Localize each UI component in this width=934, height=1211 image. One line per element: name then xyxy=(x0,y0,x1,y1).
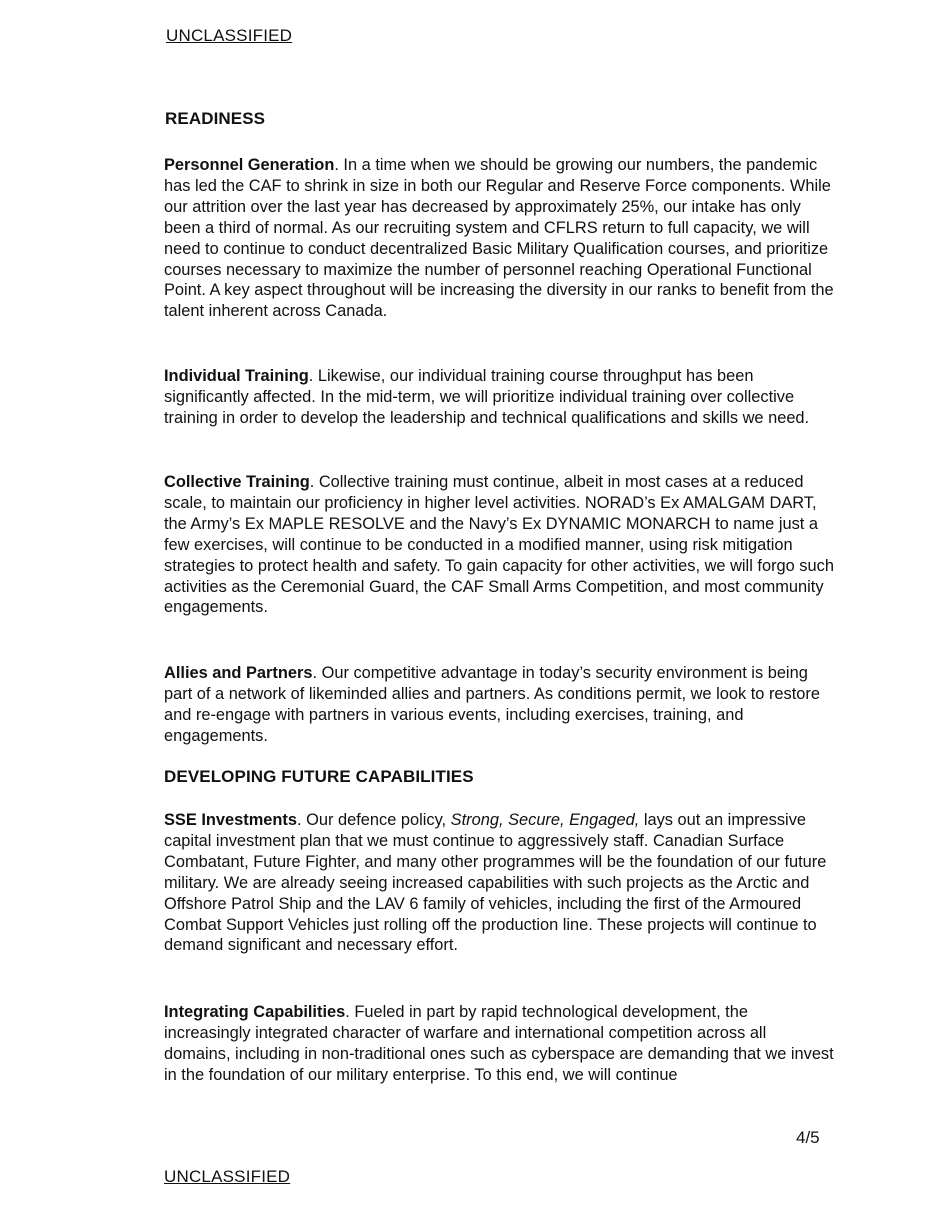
section-heading-readiness: READINESS xyxy=(165,109,266,128)
paragraph-individual-training xyxy=(164,366,836,429)
paragraph-text-sse-investments-before: . Our defence policy, xyxy=(297,811,451,829)
paragraph-lead-individual-training: Individual Training xyxy=(164,367,309,385)
paragraph-lead-allies-partners: Allies and Partners xyxy=(164,664,313,682)
paragraph-text-collective-training: . Collective training must continue, albeit in most cases at a reduced scale, to maintain our proficiency in higher level activities. NORAD’s Ex AMALGAM DART, the Army’s Ex MAPLE RESOLVE and the Navy’s Ex DYNAMIC MONARCH to name just a few exercises, will continue to be conducted in a modified manner, using risk mitigation strategies to protect health and safety. To gain capacity for other activities, we will forgo such activities as the Ceremonial Guard, the CAF Small Arms Competition, and most community engagements. xyxy=(164,473,834,617)
paragraph-text-personnel-generation: . In a time when we should be growing our numbers, the pandemic has led the CAF to shrink in size in both our Regular and Reserve Force components. While our attrition over the last year has decreased by approximately 25%, our intake has only been a third of normal. As our recruiting system and CFLRS return to full capacity, we will need to continue to conduct decentralized Basic Military Qualification courses, and prioritize courses necessary to maximize the number of personnel reaching Operational Functional Point. A key aspect throughout will be increasing the diversity in our ranks to benefit from the talent inherent across Canada. xyxy=(164,156,834,321)
policy-title-italic: Strong, Secure, Engaged, xyxy=(450,811,640,829)
paragraph-text-allies-partners: . Our competitive advantage in today’s security environment is being part of a network of likeminded allies and partners. As conditions permit, we look to restore and re-engage with partners in various events, including exercises, training, and engagements. xyxy=(164,664,820,745)
paragraph-personnel-generation xyxy=(164,155,836,322)
page-number: 4/5 xyxy=(796,1128,820,1147)
paragraph-integrating-capabilities xyxy=(164,1002,836,1086)
classification-marking-top: UNCLASSIFIED xyxy=(166,26,293,45)
paragraph-lead-personnel-generation: Personnel Generation xyxy=(164,156,335,174)
classification-marking-bottom: UNCLASSIFIED xyxy=(164,1167,291,1186)
paragraph-text-sse-investments-after: lays out an impressive capital investment plan that we must continue to aggressively staff. Canadian Surface Combatant, Future Fighter, and many other programmes will be the foundation of our future military. We are already seeing increased capabilities with such projects as the Arctic and Offshore Patrol Ship and the LAV 6 family of vehicles, including the first of the Armoured Combat Support Vehicles just rolling off the production line. These projects will continue to demand significant and necessary effort. xyxy=(164,811,827,955)
paragraph-text-integrating-capabilities: . Fueled in part by rapid technological development, the increasingly integrated character of warfare and international competition across all domains, including in non-traditional ones such as cyberspace are demanding that we invest in the foundation of our military enterprise. To this end, we will continue xyxy=(164,1003,834,1084)
paragraph-text-individual-training: . Likewise, our individual training course throughput has been significantly affected. In the mid-term, we will prioritize individual training over collective training in order to develop the leadership and technical qualifications and skills we need. xyxy=(164,367,810,427)
paragraph-lead-collective-training: Collective Training xyxy=(164,473,310,491)
paragraph-allies-partners xyxy=(164,663,836,747)
paragraph-lead-sse-investments: SSE Investments xyxy=(164,811,297,829)
paragraph-lead-integrating-capabilities: Integrating Capabilities xyxy=(164,1003,346,1021)
paragraph-sse-investments xyxy=(164,810,836,956)
paragraph-collective-training xyxy=(164,472,836,618)
section-heading-future-capabilities: DEVELOPING FUTURE CAPABILITIES xyxy=(164,767,474,786)
